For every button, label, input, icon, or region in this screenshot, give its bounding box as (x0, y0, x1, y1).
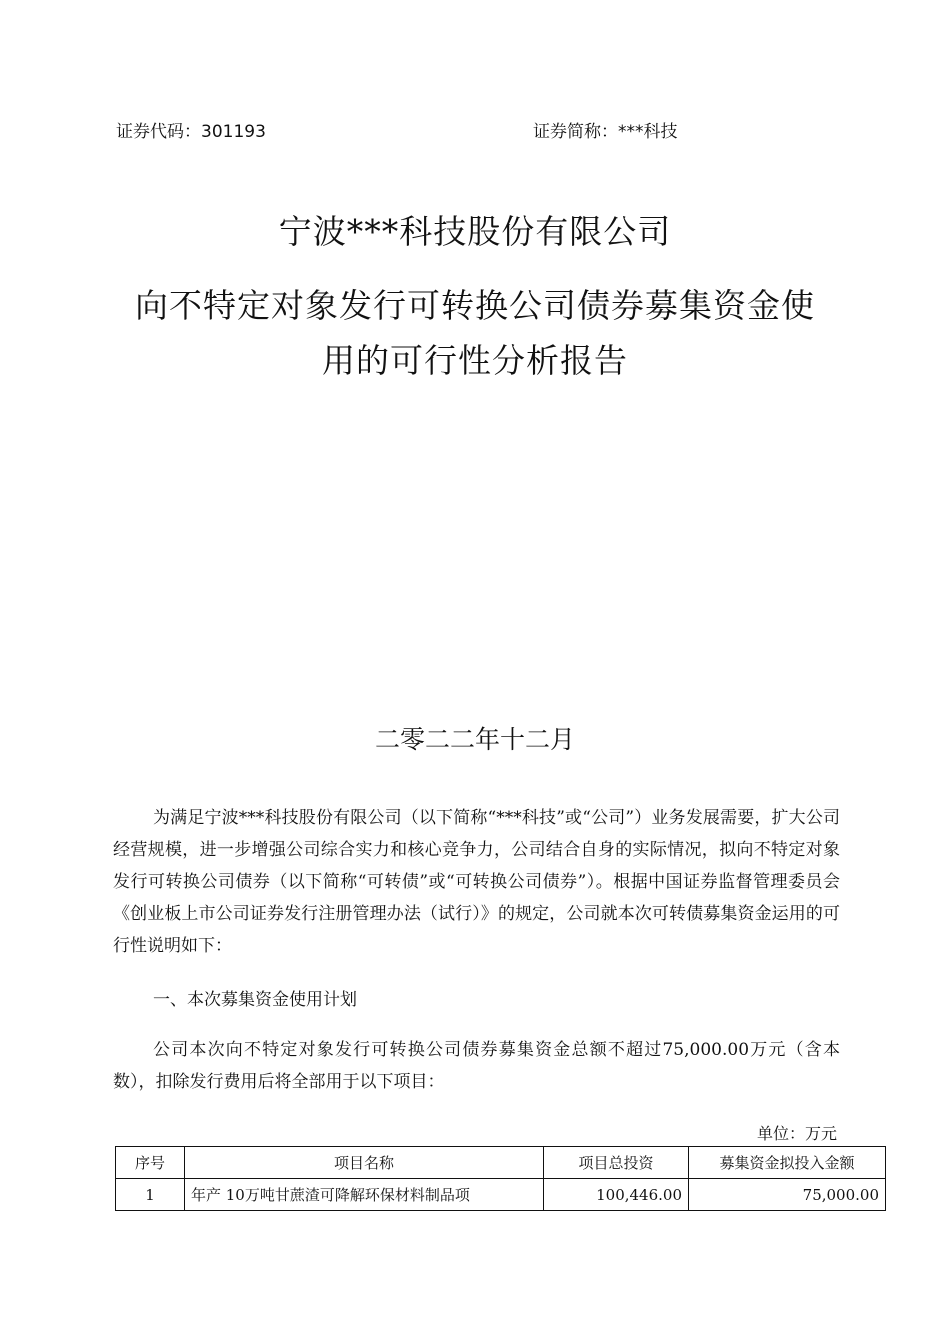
title-company: 宁波***科技股份有限公司 (278, 212, 672, 251)
header-project-name: 项目名称 (185, 1147, 544, 1179)
table-row (116, 1179, 886, 1211)
cell-total-investment: 100,446.00 (544, 1179, 689, 1211)
cell-raised-funds: 75,000.00 (689, 1179, 886, 1211)
table-header-row (116, 1147, 886, 1179)
document-header (116, 119, 836, 145)
header-raised-funds: 募集资金拟投入金额 (689, 1147, 886, 1179)
section1-heading: 一、本次募集资金使用计划 (153, 990, 357, 1010)
security-short-name: 证券简称：***科技 (533, 122, 678, 142)
section1-paragraph: 公司本次向不特定对象发行可转换公司债券募集资金总额不超过75,000.00万元（含本数），扣除发行费用后将全部用于以下项目： (113, 1040, 840, 1092)
cell-project-name: 年产 10万吨甘蔗渣可降解环保材料制品项 (185, 1179, 544, 1211)
header-total-investment: 项目总投资 (544, 1147, 689, 1179)
title-report-line1: 向不特定对象发行可转换公司债券募集资金使 (135, 286, 815, 325)
projects-table (115, 1146, 886, 1211)
cell-no: 1 (116, 1179, 185, 1211)
report-date: 二零二二年十二月 (374, 725, 575, 754)
table-unit-note: 单位：万元 (756, 1124, 837, 1143)
security-code: 证券代码：301193 (116, 122, 266, 142)
title-report-line2: 用的可行性分析报告 (322, 341, 628, 380)
intro-paragraph: 为满足宁波***科技股份有限公司（以下简称“***科技”或“公司”）业务发展需要，扩大公司经营规模，进一步增强公司综合实力和核心竞争力，公司结合自身的实际情况，拟向不特定对象发行可转换公司债券（以下简称“可转债”或“可转换公司债券”）。根据中国证券监督管理委员会《创业板上市公司证券发行注册管理办法（试行）》的规定，公司就本次可转债募集资金运用的可行性说明如下： (113, 808, 840, 956)
header-no: 序号 (116, 1147, 185, 1179)
